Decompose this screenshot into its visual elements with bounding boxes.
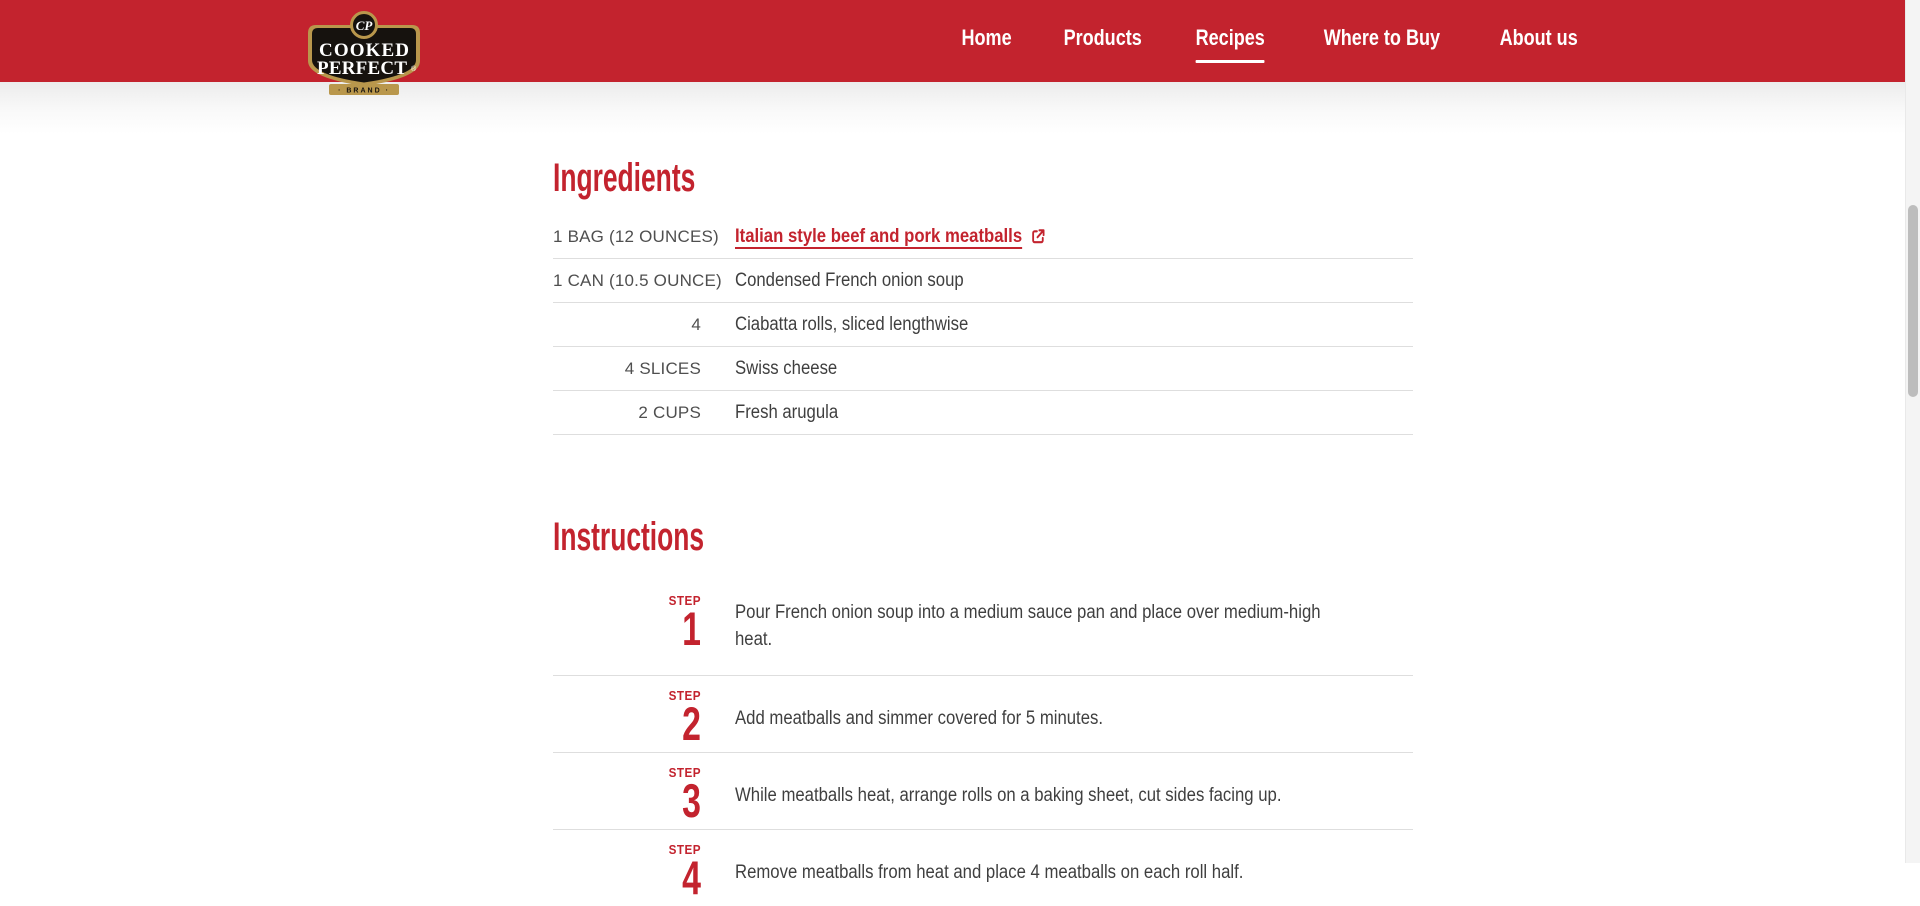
step-side [553, 593, 701, 653]
ingredient-row [553, 391, 1413, 435]
instruction-step [553, 577, 1413, 675]
ingredient-quantity: 1 CAN (10.5 OUNCE) [553, 270, 722, 290]
ingredient-name: Fresh arugula [735, 401, 839, 423]
ingredient-quantity: 2 CUPS [638, 402, 701, 422]
step-number: 3 [682, 774, 701, 827]
step-label: STEP [668, 765, 701, 780]
step-side [553, 765, 701, 827]
ingredient-row [553, 347, 1413, 391]
nav-item-home[interactable]: Home [961, 25, 1012, 50]
instruction-step [553, 752, 1413, 829]
step-label: STEP [668, 593, 701, 608]
ingredient-quantity: 1 BAG (12 OUNCES) [553, 226, 719, 246]
ingredient-quantity: 4 SLICES [624, 358, 701, 378]
nav-item-about-us[interactable]: About us [1499, 25, 1578, 50]
step-text: While meatballs heat, arrange rolls on a baking sheet, cut sides facing up. [735, 785, 1282, 806]
scrollbar-track[interactable] [1905, 0, 1920, 863]
step-text: Add meatballs and simmer covered for 5 minutes. [735, 708, 1104, 729]
ingredient-name [735, 226, 1047, 248]
recipe-content [553, 158, 1413, 906]
logo-registered-mark: ® [411, 66, 417, 73]
instructions-section [553, 517, 1413, 906]
nav-item-products[interactable]: Products [1063, 25, 1142, 50]
ingredient-quantity: 4 [691, 314, 701, 334]
instructions-heading: Instructions [553, 515, 705, 559]
ingredient-name: Condensed French onion soup [735, 269, 964, 291]
step-side [553, 688, 701, 750]
step-number: 4 [682, 851, 701, 904]
ingredient-row [553, 303, 1413, 347]
ingredients-heading: Ingredients [553, 156, 696, 200]
logo-ribbon-text: · BRAND · [338, 87, 390, 95]
external-link-icon [1030, 227, 1047, 246]
logo-wordmark-top: COOKED [319, 40, 409, 61]
ingredient-name: Ciabatta rolls, sliced lengthwise [735, 313, 969, 335]
ingredient-row [553, 215, 1413, 259]
instruction-step [553, 829, 1413, 906]
logo-wordmark-bottom: PERFECT [317, 58, 407, 79]
step-label: STEP [668, 688, 701, 703]
brand-logo[interactable] [302, 9, 426, 97]
instruction-step [553, 675, 1413, 752]
logo-monogram: CP [355, 18, 373, 33]
step-label: STEP [668, 842, 701, 857]
ingredient-link-label: Italian style beef and pork meatballs [735, 225, 1023, 247]
nav-item-where-to-buy[interactable]: Where to Buy [1323, 25, 1440, 50]
step-number: 1 [682, 602, 701, 655]
step-number: 2 [682, 697, 701, 750]
ingredients-table [553, 215, 1413, 435]
ingredient-row [553, 259, 1413, 303]
ingredient-name: Swiss cheese [735, 357, 838, 379]
ingredient-product-link[interactable] [735, 226, 1047, 248]
header-shadow [0, 82, 1920, 134]
step-text: Pour French onion soup into a medium sauce pan and place over medium-high heat. [735, 602, 1321, 650]
instructions-steps [553, 577, 1413, 906]
scrollbar-thumb[interactable] [1908, 205, 1918, 397]
ingredients-section [553, 158, 1413, 435]
nav-item-recipes[interactable]: Recipes [1188, 25, 1272, 63]
main-nav [956, 25, 1586, 63]
step-side [553, 842, 701, 904]
step-text: Remove meatballs from heat and place 4 meatballs on each roll half. [735, 862, 1244, 883]
